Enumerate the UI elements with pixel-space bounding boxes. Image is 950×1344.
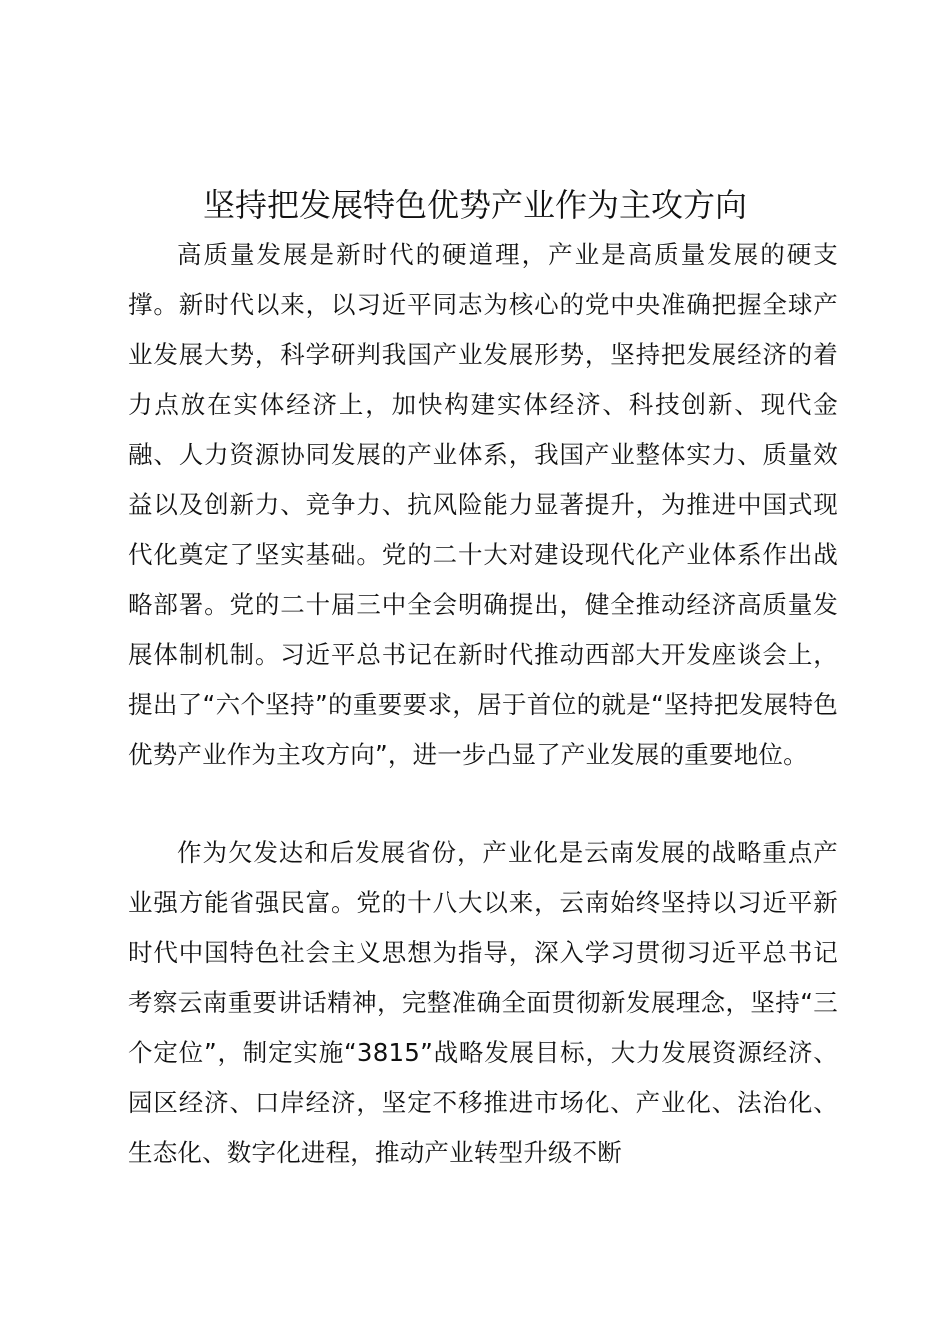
document-title: 坚持把发展特色优势产业作为主攻方向 — [202, 186, 747, 224]
paragraph-1: 高质量发展是新时代的硬道理，产业是高质量发展的硬支撑。新时代以来，以习近平同志为核心的党中央准确把握全球产业发展大势，科学研判我国产业发展形势，坚持把发展经济的着力点放在实体经济上，加快构建实体经济、科技创新、现代金融、人力资源协同发展的产业体系，我国产业整体实力、质量效益以及创新力、竞争力、抗风险能力显著提升，为推进中国式现代化奠定了坚实基础。党的二十大对建设现代化产业体系作出战略部署。党的二十届三中全会明确提出，健全推动经济高质量发展体制机制。习近平总书记在新时代推动西部大开发座谈会上，提出了“六个坚持”的重要要求，居于首位的就是“坚持把发展特色优势产业作为主攻方向”，进一步凸显了产业发展的重要地位。 — [128, 240, 838, 769]
paragraph-2: 作为欠发达和后发展省份，产业化是云南发展的战略重点产业强方能省强民富。党的十八大以来，云南始终坚持以习近平新时代中国特色社会主义思想为指导，深入学习贯彻习近平总书记考察云南重要讲话精神，完整准确全面贯彻新发展理念，坚持“三个定位”，制定实施“3815”战略发展目标，大力发展资源经济、园区经济、口岸经济，坚定不移推进市场化、产业化、法治化、生态化、数字化进程，推动产业转型升级不断 — [128, 838, 838, 1167]
